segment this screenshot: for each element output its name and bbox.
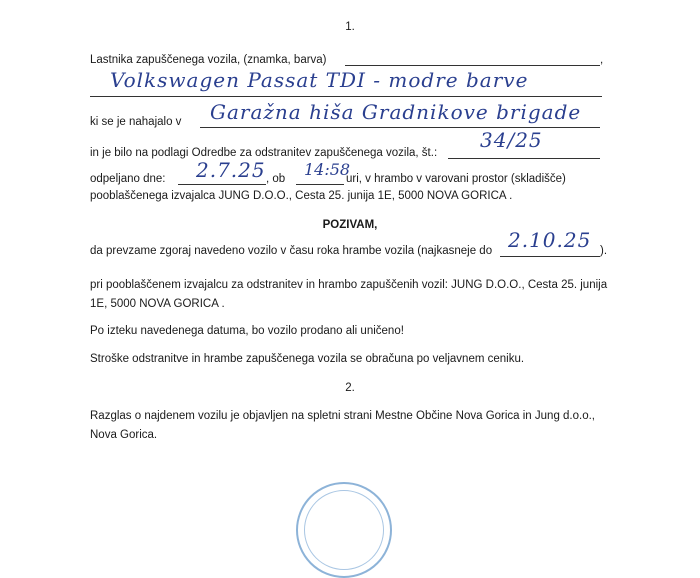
- contractor-paragraph-line-2: 1E, 5000 NOVA GORICA .: [90, 298, 225, 310]
- costs-notice: Stroške odstranitve in hrambe zapuščenega vozila se obračuna po veljavnem ceniku.: [90, 353, 525, 365]
- contractor-paragraph-line-1: pri pooblaščenem izvajalcu za odstranitev in hrambo zapuščenih vozil: JUNG D.O.O., Cesta 25. junija: [90, 279, 608, 291]
- owner-label: Lastnika zapuščenega vozila, (znamka, barva): [90, 54, 327, 66]
- contractor-line: pooblaščenega izvajalca JUNG D.O.O., Cesta 25. junija 1E, 5000 NOVA GORICA .: [90, 190, 513, 202]
- time-handwritten: 14:58: [304, 160, 351, 179]
- time-suffix: uri, v hrambo v varovani prostor (skladišče): [346, 173, 566, 185]
- decision-label: in je bilo na podlagi Odredbe za odstranitev zapuščenega vozila, št.:: [90, 147, 438, 159]
- decision-number-handwritten: 34/25: [480, 128, 543, 152]
- time-blank-line: [296, 184, 344, 185]
- expiry-notice: Po izteku navedenega datuma, bo vozilo prodano ali uničeno!: [90, 325, 404, 337]
- removed-label: odpeljano dne:: [90, 173, 166, 185]
- section-2-number: 2.: [345, 382, 355, 394]
- location-label: ki se je nahajalo v: [90, 116, 182, 128]
- takeover-label: da prevzame zgoraj navedeno vozilo v času roka hrambe vozila (najkasneje do: [90, 245, 493, 257]
- removed-date-blank-line: [178, 184, 266, 185]
- vehicle-handwritten: Volkswagen Passat TDI - modre barve: [110, 68, 529, 92]
- takeover-suffix: ).: [600, 245, 608, 257]
- summon-heading: POZIVAM,: [322, 219, 378, 231]
- decision-blank-line: [448, 158, 600, 159]
- removed-date-handwritten: 2.7.25: [196, 158, 266, 182]
- location-handwritten: Garažna hiša Gradnikove brigade: [210, 100, 582, 124]
- deadline-handwritten: 2.10.25: [508, 228, 592, 252]
- owner-comma: ,: [600, 54, 604, 66]
- publication-line-2: Nova Gorica.: [90, 429, 158, 441]
- publication-line-1: Razglas o najdenem vozilu je objavljen na spletni strani Mestne Občine Nova Gorica in Jung d.o.o.,: [90, 410, 596, 422]
- time-prefix: , ob: [266, 173, 286, 185]
- vehicle-blank-line: [90, 96, 602, 97]
- section-1-number: 1.: [345, 21, 355, 33]
- deadline-blank-line: [500, 256, 600, 257]
- owner-blank-line: [345, 65, 600, 66]
- official-stamp: [296, 482, 392, 578]
- official-stamp-inner-ring: [304, 490, 384, 570]
